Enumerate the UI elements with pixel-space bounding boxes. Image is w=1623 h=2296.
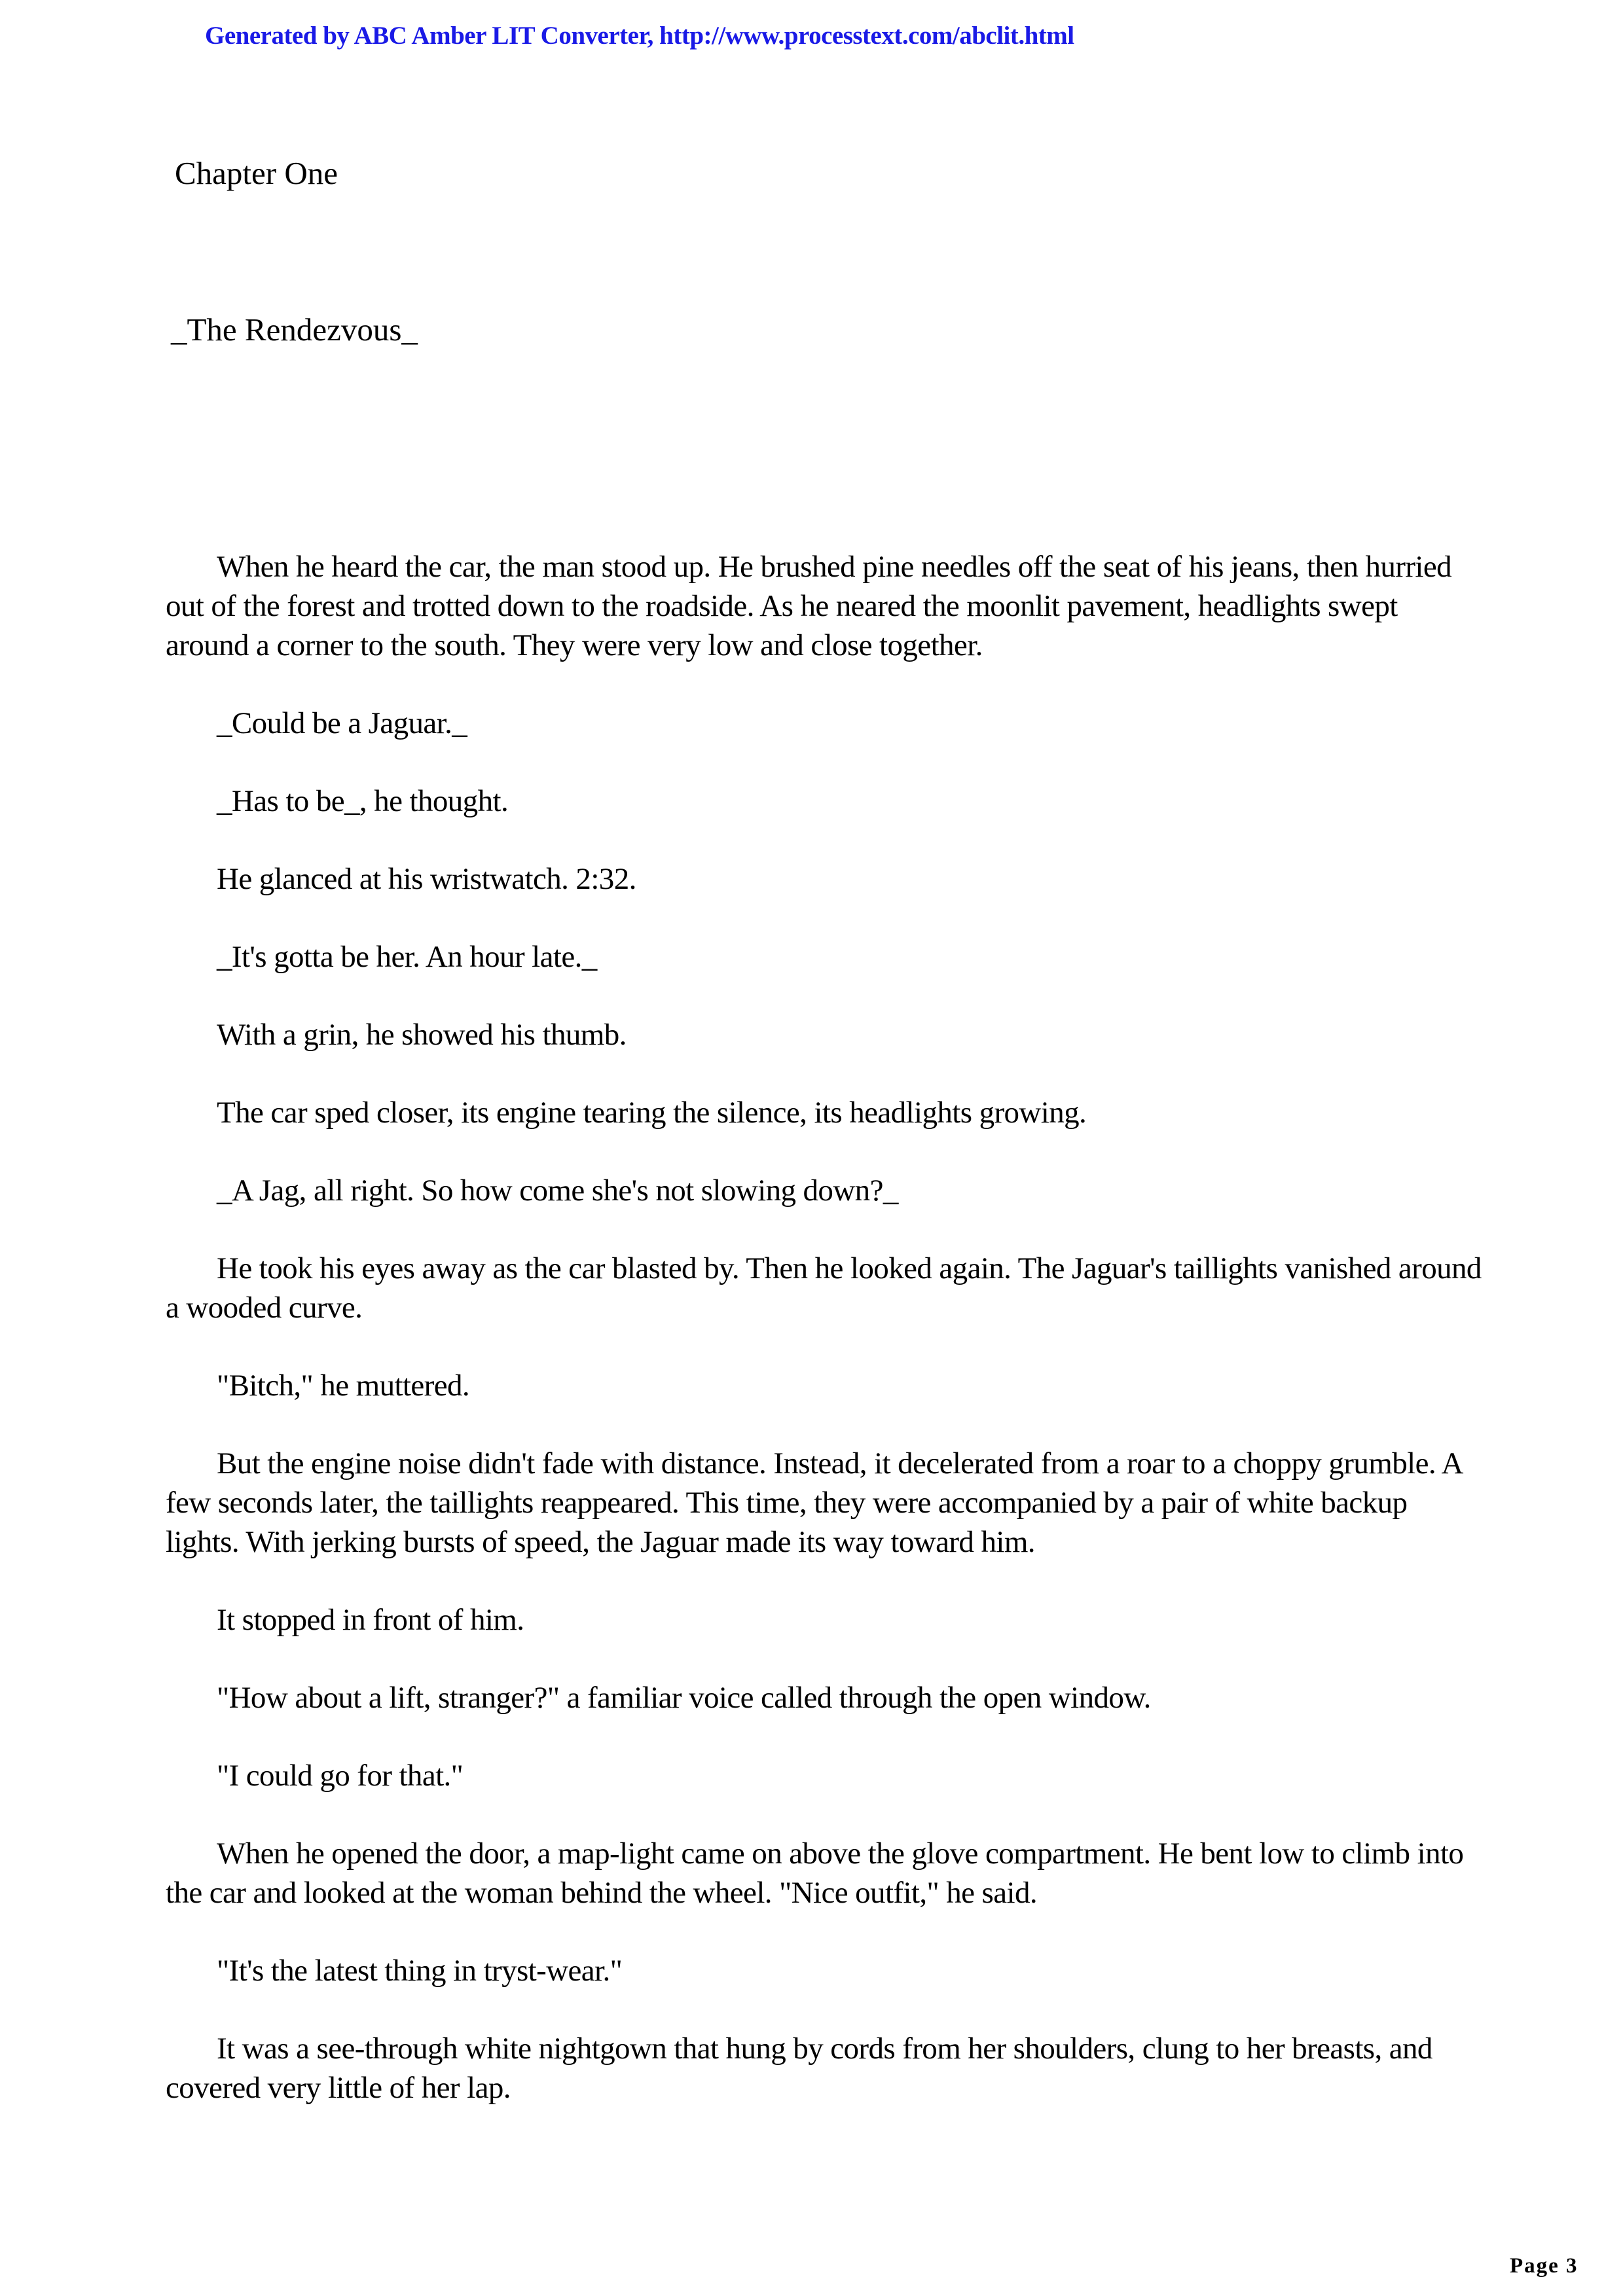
paragraph: "How about a lift, stranger?" a familiar voice called through the open window. (217, 1681, 1151, 1715)
paragraph: _It's gotta be her. An hour late._ (217, 940, 597, 974)
paragraph: With a grin, he showed his thumb. (217, 1018, 627, 1052)
body-text (166, 547, 1482, 2146)
paragraph: But the engine noise didn't fade with distance. Instead, it decelerated from a roar to a choppy grumble. A few seconds later, the taillights reappeared. This time, they were accompanied by a pair of white backup lights. With jerking bursts of speed, the Jaguar made its way toward him. (166, 1446, 1462, 1559)
paragraph: It was a see-through white nightgown that hung by cords from her shoulders, clung to her breasts, and covered very little of her lap. (166, 2032, 1432, 2105)
paragraph: The car sped closer, its engine tearing the silence, its headlights growing. (217, 1096, 1087, 1130)
paragraph: He took his eyes away as the car blasted by. Then he looked again. The Jaguar's taillights vanished around a wooded curve. (166, 1251, 1482, 1325)
paragraph: _A Jag, all right. So how come she's not slowing down?_ (217, 1174, 898, 1208)
paragraph: When he heard the car, the man stood up. He brushed pine needles off the seat of his jeans, then hurried out of the forest and trotted down to the roadside. As he neared the moonlit pavement, headlights swept around a corner to the south. They were very low and close together. (166, 550, 1452, 662)
generator-banner: Generated by ABC Amber LIT Converter, http://www.processtext.com/abclit.html (205, 22, 1074, 50)
chapter-subtitle: _The Rendezvous_ (171, 312, 418, 348)
paragraph: "Bitch," he muttered. (217, 1369, 470, 1403)
paragraph: _Could be a Jaguar._ (217, 706, 467, 740)
paragraph: "I could go for that." (217, 1759, 464, 1793)
paragraph: He glanced at his wristwatch. 2:32. (217, 862, 636, 896)
page-number: Page 3 (1510, 2254, 1578, 2278)
paragraph: _Has to be_, he thought. (217, 784, 509, 818)
paragraph: When he opened the door, a map-light came on above the glove compartment. He bent low to climb into the car and looked at the woman behind the wheel. "Nice outfit," he said. (166, 1837, 1464, 1910)
paragraph: It stopped in front of him. (217, 1603, 524, 1637)
chapter-title: Chapter One (175, 155, 338, 191)
paragraph: "It's the latest thing in tryst-wear." (217, 1954, 623, 1988)
